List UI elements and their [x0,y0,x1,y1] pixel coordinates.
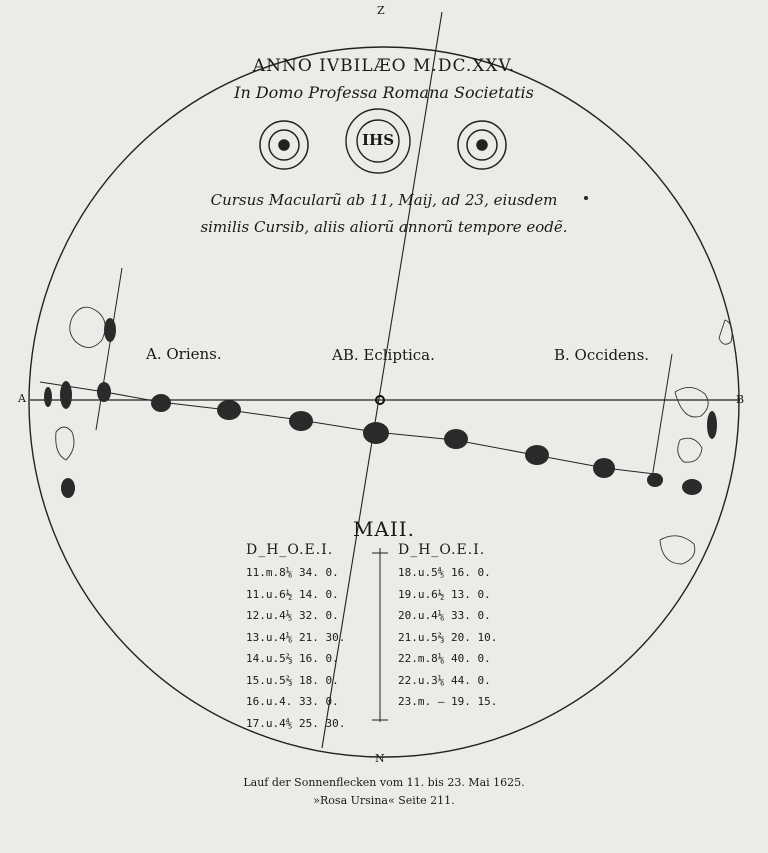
table-row: 18.u.5⅘ 16. 0. [398,566,491,579]
table-header-right: D_H_O.E.I. [398,542,486,558]
table-row: 17.u.4⅘ 25. 30. [246,716,346,730]
left-axis-line [96,268,122,430]
sunspot [363,422,389,444]
table-row: 16.u.4. 33. 0. [246,695,339,708]
sunspot [217,400,241,420]
oriens-label: A. Oriens. [146,345,222,363]
sunspot [151,394,171,412]
sunspot [682,479,702,495]
table-row: 11.u.6½ 14. 0. [246,587,339,601]
caption-line-1: Lauf der Sonnenflecken vom 11. bis 23. Mai 1625. [243,776,525,789]
ihs-monogram: IHS [362,131,395,149]
sunspot [289,411,313,431]
right-axis-line [652,354,672,478]
table-row: 15.u.5⅔ 18. 0. [246,673,339,687]
sunspot [593,458,615,478]
nadir-mark: N [375,752,385,765]
occidens-label: B. Occidens. [554,346,650,364]
sunspot-group [44,318,717,498]
rose-emblem-right [458,121,506,169]
table-row: 23.m. — 19. 15. [398,695,498,708]
heading-line-2: In Domo Professa Romana Societatis [234,83,534,102]
table-row: 20.u.4⅙ 33. 0. [398,609,491,622]
table-row: 22.m.8⅙ 40. 0. [398,652,491,665]
cursus-line-1: Cursus Macularũ ab 11, Maij, ad 23, eiusdem [210,191,558,209]
sunspot [60,381,72,409]
table-row: 13.u.4⅙ 21. 30. [246,630,346,644]
sunspot [647,473,663,487]
heading-line-1: ANNO IVBILÆO M.DC.XXV. [252,56,516,76]
table-row: 19.u.6½ 13. 0. [398,587,491,601]
spot-path-line [40,382,655,474]
sunspot [444,429,468,449]
sunspot [44,387,52,407]
point-a-mark: A [18,392,26,405]
sunspot [525,445,549,465]
rose-emblem-left [260,121,308,169]
table-row: 12.u.4⅕ 32. 0. [246,609,339,622]
sunspot [707,411,717,439]
sunspot [97,382,111,402]
table-row: 11.m.8⅙ 34. 0. [246,566,339,579]
zenith-mark: Z [377,4,385,17]
ecliptica-label: AB. Ecliptica. [332,346,435,364]
table-row: 14.u.5⅔ 16. 0. [246,652,339,665]
table-row: 22.u.3⅙ 44. 0. [398,673,491,687]
caption-line-2: »Rosa Ursina« Seite 211. [313,794,455,807]
table-title: MAII. [352,517,416,541]
sunspot [104,318,116,342]
table-header-left: D_H_O.E.I. [246,542,334,558]
table-row: 21.u.5⅔ 20. 10. [398,630,498,644]
cursus-line-2: similis Cursib, aliis aliorũ annorũ tempore eodẽ. [200,218,568,236]
sunspot [61,478,75,498]
point-b-mark: B [736,393,745,406]
